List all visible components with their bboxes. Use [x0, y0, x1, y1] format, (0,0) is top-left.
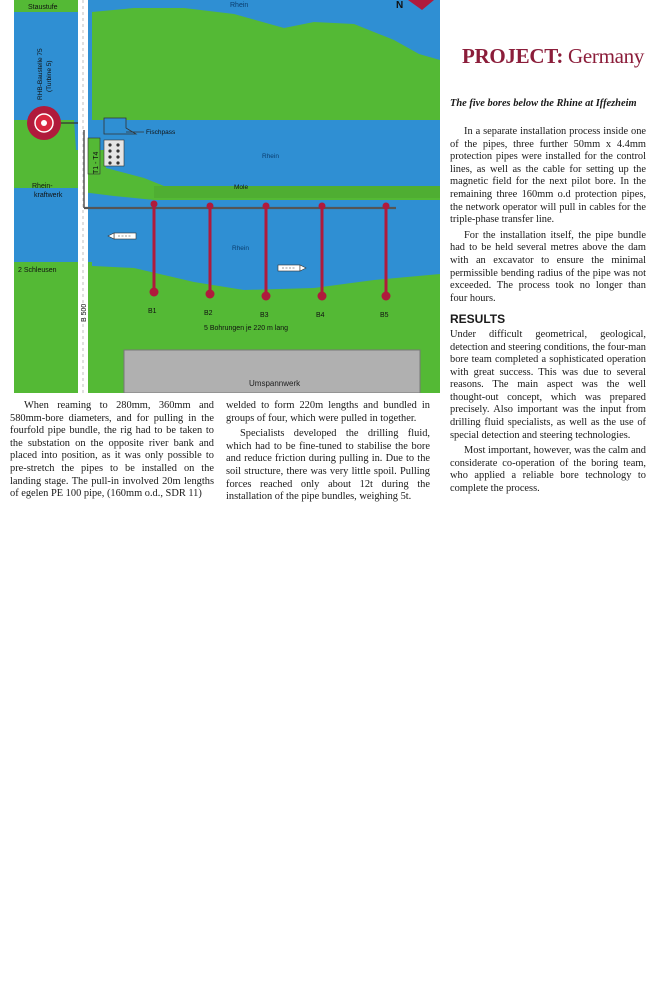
rheinkraftwerk-label: Rhein-kraftwerk	[32, 183, 63, 199]
mole-label: Mole	[234, 184, 249, 191]
article-subtitle: The five bores below the Rhine at Iffezheim	[450, 98, 637, 109]
turbine-units-box	[104, 140, 124, 166]
staustufe-label: Staustufe	[28, 4, 58, 11]
rhein-label-low: Rhein	[232, 245, 249, 252]
rhein-label-top: Rhein	[230, 2, 249, 9]
project-country: Germany	[568, 44, 645, 68]
schleusen-label: 2 Schleusen	[18, 267, 57, 274]
right-paragraph-2: For the installation itself, the pipe bundle had to be held several metres above the dam with an excavator to ensure the minimal permissible bending radius of the pipe was not exceeded. The process took no longer than four hours.	[450, 229, 646, 304]
turbine-site-core	[41, 120, 47, 126]
bore-label-b1: B1	[148, 308, 157, 315]
boat-right	[278, 265, 306, 271]
site-map	[14, 0, 440, 393]
bores-caption: 5 Bohrungen je 220 m lang	[204, 325, 289, 332]
bore-label-b5: B5	[380, 312, 389, 319]
fischpass-label: Fischpass	[146, 129, 176, 136]
right-paragraph-1: In a separate installation process inside one of the pipes, three further 50mm x 4.4mm protection pipes were installed for the control lines, as well as the cable for setting up the magnetic field for the next pilot bore. In the remaining three 160mm o.d protection pipes, the network operator will pull in cables for the triple-phase transfer line.	[450, 126, 646, 226]
bore-label-b3: B3	[260, 312, 269, 319]
rhb-label: RHB-Baustelle 75 (Turbine 5)	[37, 48, 53, 100]
left-paragraph-1: When reaming to 280mm, 360mm and 580mm-bore diameters, and for pulling in the fourfold pipe bundle, the rig had to be taken to the substation on the opposite river bank and placed into position, as it was only possible to pre-stretch the pipes to be installed on the landing stage. The pull-in involved 20m lengths of egelen PE 100 pipe, (160mm o.d., SDR 11)	[10, 400, 214, 500]
bore-label-b2: B2	[204, 310, 213, 317]
boat-left	[108, 233, 136, 239]
land-left-strip	[14, 188, 82, 262]
umspannwerk-label: Umspannwerk	[249, 379, 301, 388]
middle-paragraph-1: welded to form 220m lengths and bundled in groups of four, which were pulled in together.	[226, 400, 430, 424]
project-label: PROJECT:	[462, 44, 564, 68]
results-heading: RESULTS	[450, 312, 506, 327]
right-paragraph-4: Most important, however, was the calm and considerate co-operation of the boring team, who applied a reliable bore technology to complete the process.	[450, 445, 646, 495]
middle-paragraph-2: Specialists developed the drilling fluid, which had to be fine-tuned to stabilise the bore and reduce friction during pulling in. Due to the soil structure, there was very little spoil. Pulling forces reached only about 12t during the installation of the pipe bundles, weighing 5t.	[226, 428, 430, 503]
rhein-label-mid: Rhein	[262, 153, 279, 160]
bore-label-b4: B4	[316, 312, 325, 319]
land-right-strip	[154, 186, 440, 198]
right-column	[450, 126, 646, 499]
right-paragraph-3: Under difficult geometrical, geological, detection and steering conditions, the four-man bore team completed a sophisticated operation with great success. This was due to several reasons. The main aspect was the well thought-out concept, which was prepared precisely. Also important was the input from drilling fluid specialists, as well as the use of special detection and steering technologies.	[450, 328, 647, 441]
left-column	[10, 400, 214, 504]
north-label: N	[396, 0, 404, 11]
b500-label: B 500	[81, 303, 88, 322]
t1-t4-label: T1 - T4	[93, 151, 100, 174]
project-title	[462, 44, 644, 69]
middle-column	[226, 400, 430, 507]
road-b500	[78, 0, 88, 393]
